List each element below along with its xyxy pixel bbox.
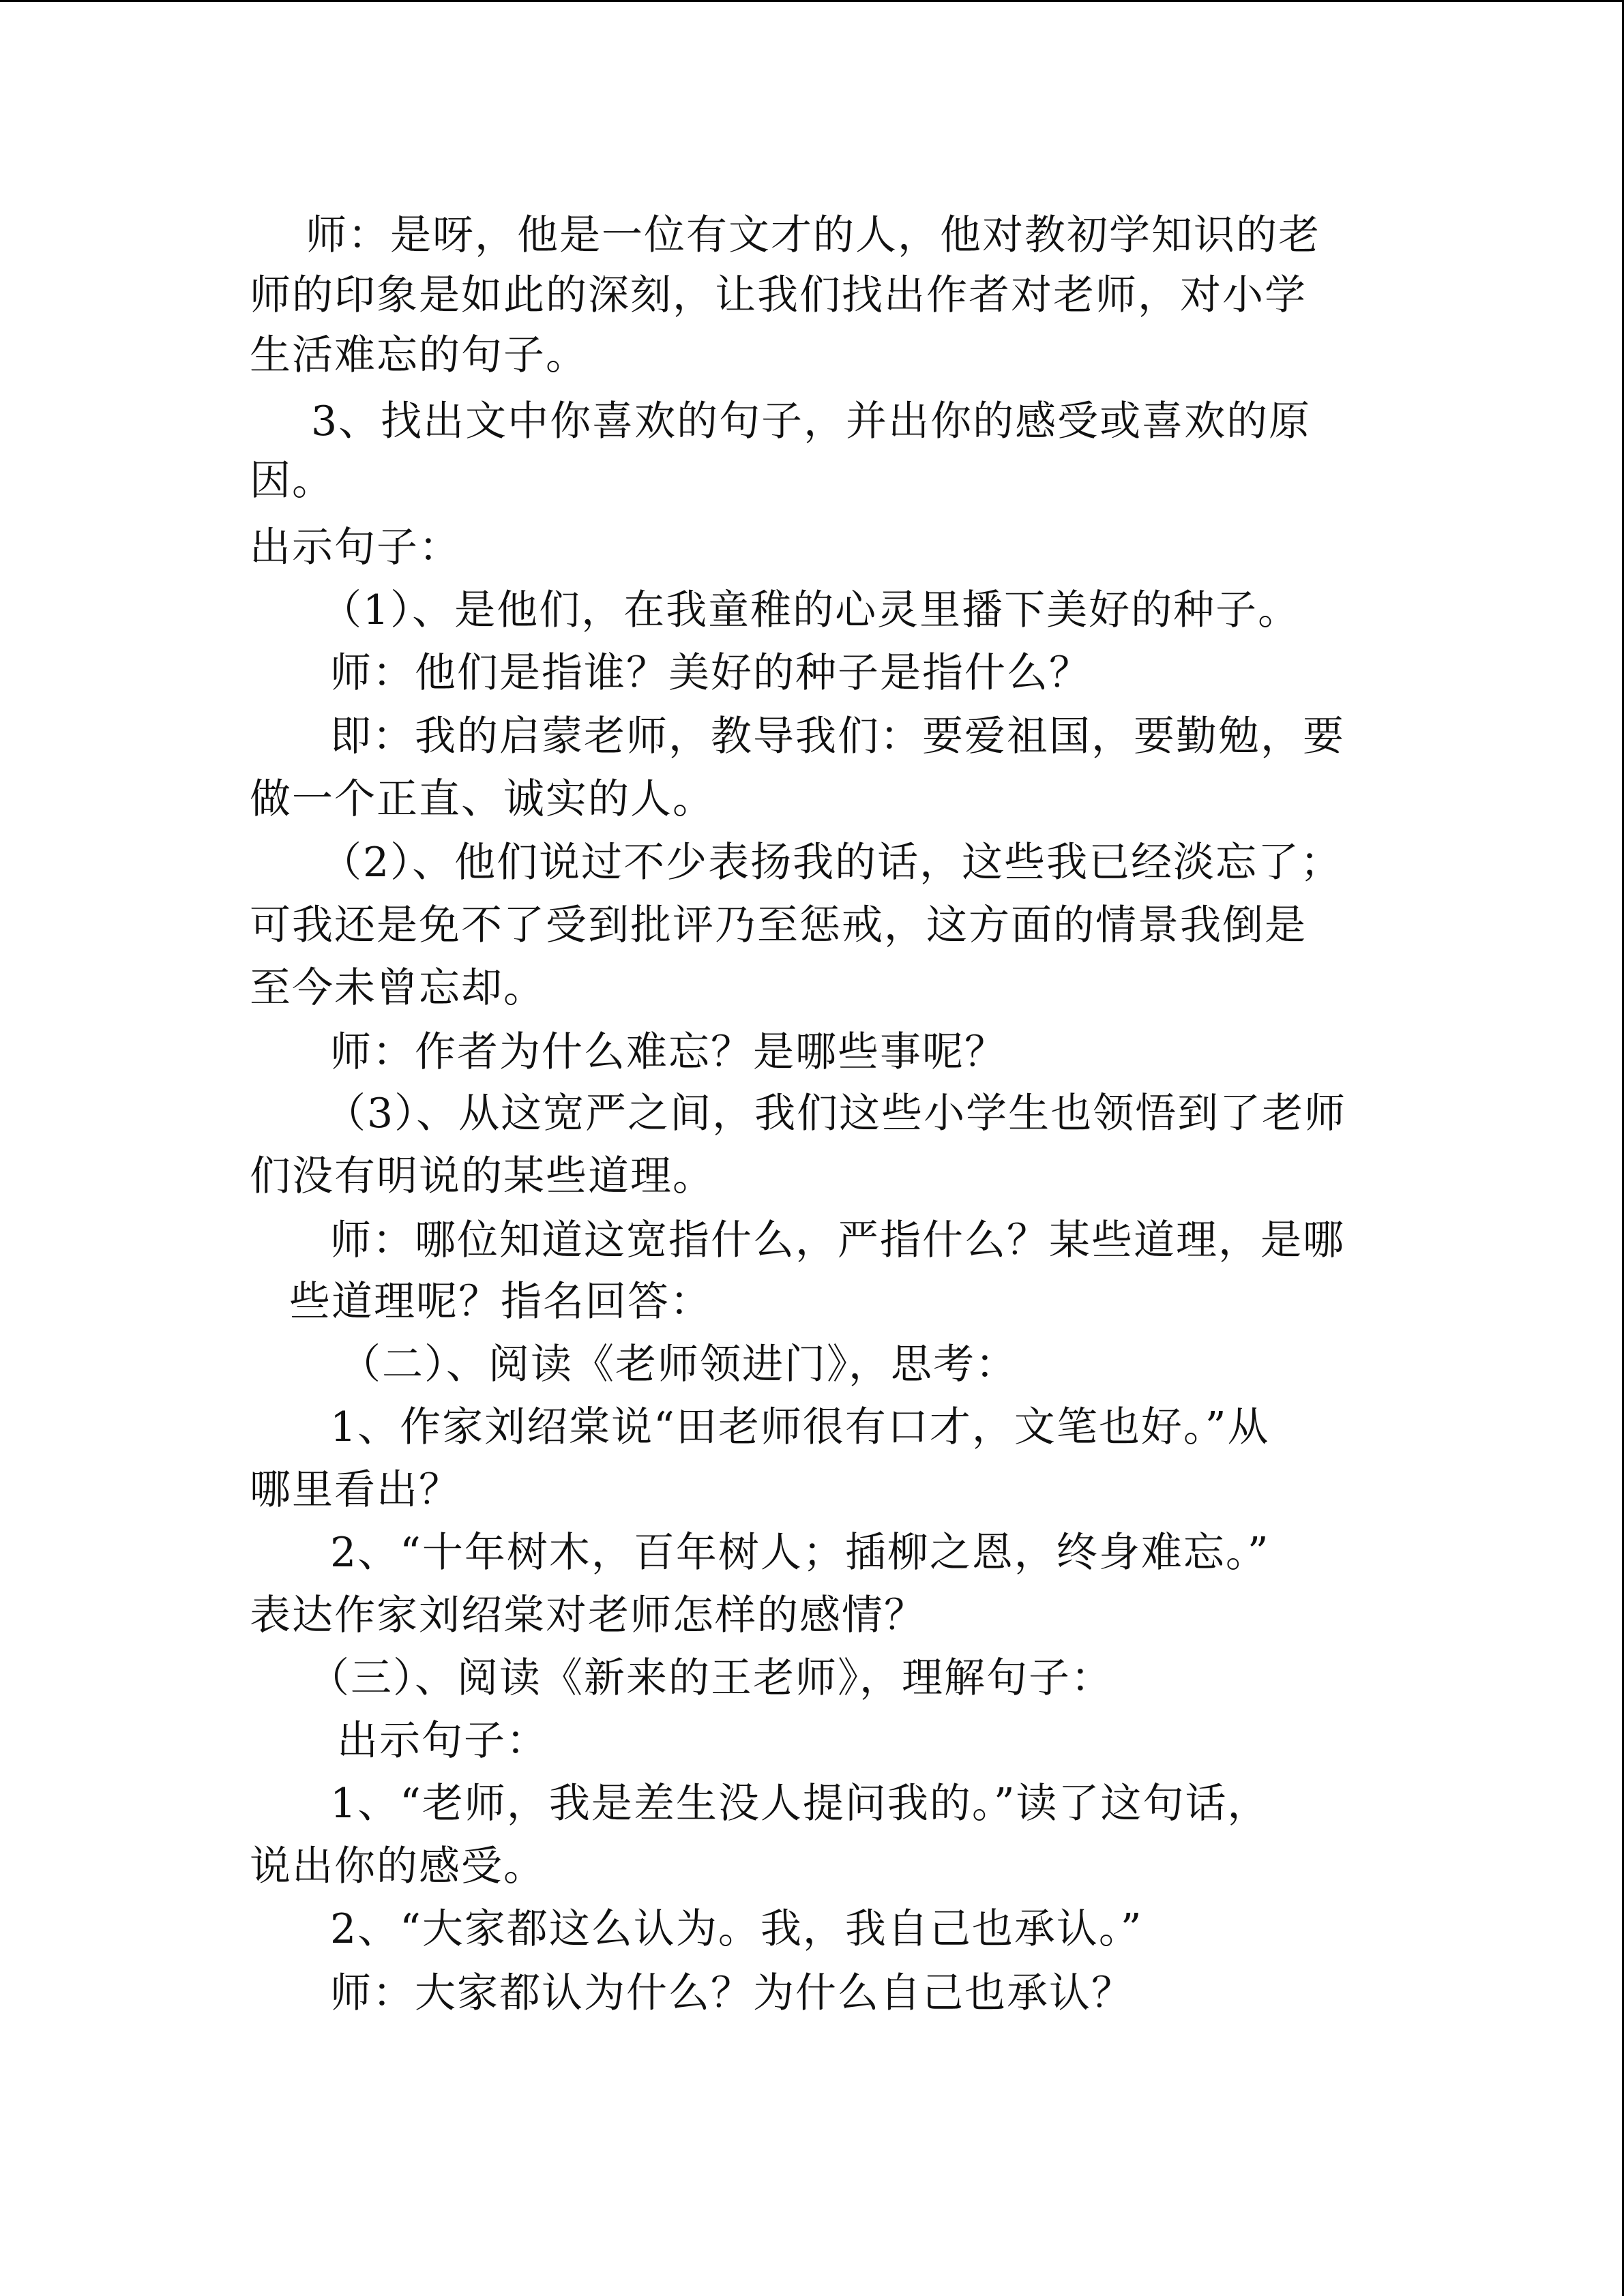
text-line: （2）、他们说过不少表扬我的话，这些我已经淡忘了； — [321, 839, 1343, 886]
text-line: 1、作家刘绍棠说“田老师很有口才，文笔也好。”从 — [330, 1403, 1270, 1451]
text-line: 些道理呢？指名回答： — [289, 1278, 712, 1326]
text-line: 2、“大家都这么认为。我，我自己也承认。” — [330, 1905, 1143, 1953]
text-line: 可我还是免不了受到批评乃至惩戒，这方面的情景我倒是 — [250, 901, 1307, 949]
text-line: 生活难忘的句子。 — [250, 331, 588, 379]
text-line: 做一个正直、诚实的人。 — [250, 775, 715, 823]
text-line: 即：我的启蒙老师，教导我们：要爱祖国，要勤勉，要 — [330, 713, 1345, 760]
text-line: 出示句子： — [337, 1717, 548, 1765]
text-line: 出示句子： — [250, 524, 461, 571]
text-line: 师：是呀，他是一位有文才的人，他对教初学知识的老 — [306, 211, 1320, 259]
text-line: 至今未曾忘却。 — [250, 964, 546, 1012]
text-line: 1、“老师，我是差生没人提问我的。”读了这句话， — [330, 1780, 1270, 1828]
text-line: （1）、是他们，在我童稚的心灵里播下美好的种子。 — [321, 586, 1301, 634]
text-line: （三）、阅读《新来的王老师》，理解句子： — [308, 1654, 1113, 1702]
text-line: 师：哪位知道这宽指什么，严指什么？某些道理，是哪 — [330, 1217, 1345, 1264]
text-line: 说出你的感受。 — [250, 1843, 546, 1890]
text-line: 3、找出文中你喜欢的句子，并出你的感受或喜欢的原 — [311, 398, 1312, 445]
text-line: （3）、从这宽严之间，我们这些小学生也领悟到了老师 — [325, 1090, 1347, 1137]
text-line: 哪里看出？ — [250, 1466, 461, 1514]
text-line: 们没有明说的某些道理。 — [250, 1152, 715, 1200]
text-line: 师的印象是如此的深刻，让我们找出作者对老师，对小学 — [250, 271, 1307, 319]
text-line: 表达作家刘绍棠对老师怎样的感情？ — [250, 1592, 926, 1639]
text-line: 师：大家都认为什么？为什么自己也承认？ — [330, 1969, 1134, 2017]
text-line: 师：他们是指谁？美好的种子是指什么？ — [330, 649, 1091, 697]
text-line: 因。 — [250, 457, 334, 505]
text-line: （二）、阅读《老师领进门》，思考： — [340, 1341, 1018, 1388]
text-line: 2、“十年树木，百年树人；插柳之恩，终身难忘。” — [330, 1529, 1270, 1577]
text-line: 师：作者为什么难忘？是哪些事呢？ — [330, 1028, 1007, 1076]
